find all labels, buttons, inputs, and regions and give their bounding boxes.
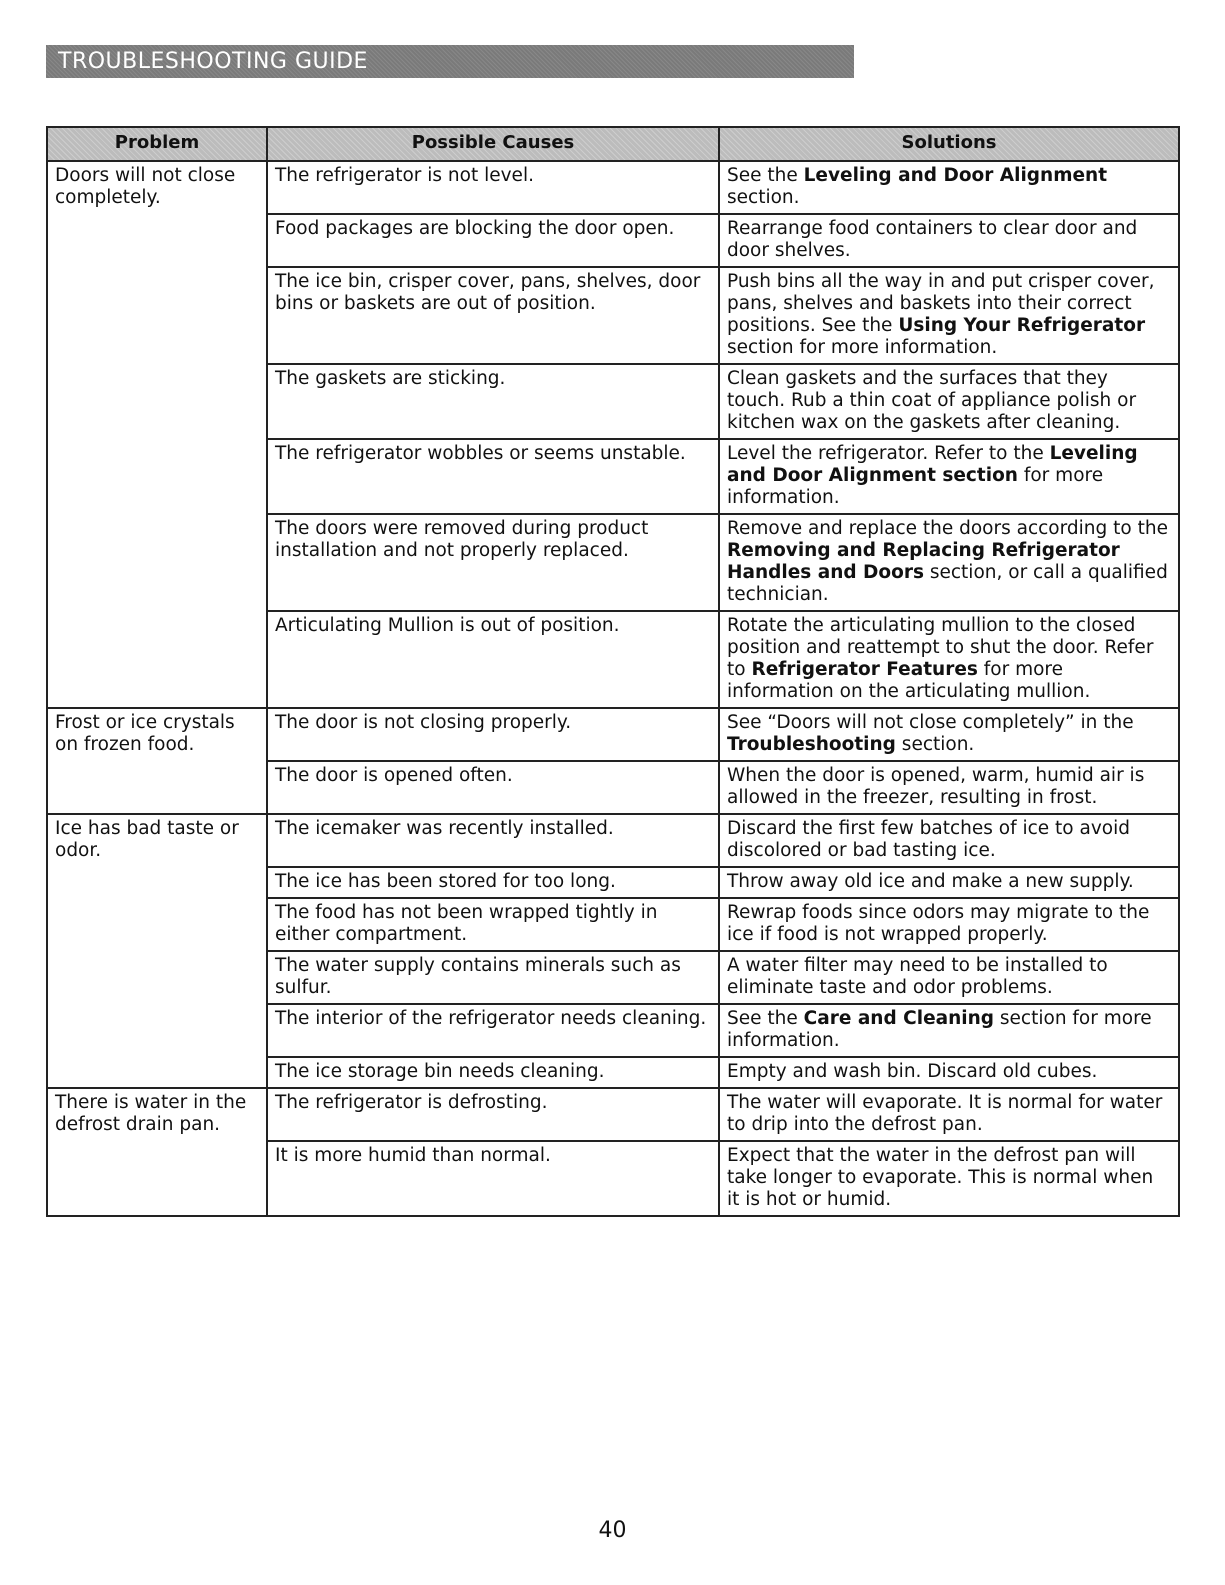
solution-text: When the door is opened, warm, humid air is allowed in the freezer, resulting in frost. xyxy=(727,765,1145,808)
problem-cell: Doors will not close completely. xyxy=(47,161,267,708)
solution-cell xyxy=(719,611,1179,708)
solution-cell xyxy=(719,1057,1179,1088)
solution-text: A water filter may need to be installed to eliminate taste and odor problems. xyxy=(727,955,1108,998)
solution-text: section, or call a qualified technician. xyxy=(727,562,1168,605)
solution-text: Expect that the water in the defrost pan will take longer to evaporate. This is normal when it is hot or humid. xyxy=(727,1145,1154,1210)
cause-cell: The ice bin, crisper cover, pans, shelves, door bins or baskets are out of position. xyxy=(267,267,719,364)
troubleshooting-table xyxy=(46,126,1180,1217)
cause-cell: The food has not been wrapped tightly in either compartment. xyxy=(267,898,719,951)
table-row xyxy=(47,161,1179,214)
column-header-problem: Problem xyxy=(47,127,267,161)
table-header-row xyxy=(47,127,1179,161)
column-header-solutions: Solutions xyxy=(719,127,1179,161)
solution-cell xyxy=(719,867,1179,898)
solution-text: for more information on the articulating mullion. xyxy=(727,659,1091,702)
page-number: 40 xyxy=(598,1518,627,1543)
solution-cell xyxy=(719,1004,1179,1057)
solution-text: section for more information. xyxy=(727,337,998,358)
solution-text: Rewrap foods since odors may migrate to the ice if food is not wrapped properly. xyxy=(727,902,1150,945)
cause-cell: Food packages are blocking the door open. xyxy=(267,214,719,267)
solution-text: Throw away old ice and make a new supply. xyxy=(727,871,1134,892)
table-row xyxy=(47,814,1179,867)
solution-cell xyxy=(719,514,1179,611)
solution-reference: Using Your Refrigerator xyxy=(898,315,1146,336)
cause-cell: Articulating Mullion is out of position. xyxy=(267,611,719,708)
solution-text: Push bins all the way in and put crisper cover, pans, shelves and baskets into their correct positions. See the xyxy=(727,271,1155,336)
cause-cell: The icemaker was recently installed. xyxy=(267,814,719,867)
solution-text: See the xyxy=(727,165,804,186)
table-body xyxy=(47,161,1179,1216)
cause-cell: The door is not closing properly. xyxy=(267,708,719,761)
solution-text: section for more information. xyxy=(727,1008,1152,1051)
problem-cell: There is water in the defrost drain pan. xyxy=(47,1088,267,1216)
solution-reference: Troubleshooting xyxy=(727,734,896,755)
solution-text: Discard the first few batches of ice to avoid discolored or bad tasting ice. xyxy=(727,818,1130,861)
solution-reference: Removing and Replacing Refrigerator Handles and Doors xyxy=(727,540,1120,583)
solution-text: The water will evaporate. It is normal for water to drip into the defrost pan. xyxy=(727,1092,1163,1135)
section-title: TROUBLESHOOTING GUIDE xyxy=(58,49,368,74)
section-banner xyxy=(46,45,854,78)
solution-cell xyxy=(719,439,1179,514)
solution-reference: Care and Cleaning xyxy=(803,1008,995,1029)
table-row xyxy=(47,1088,1179,1141)
solution-cell xyxy=(719,761,1179,814)
solution-text: section. xyxy=(727,187,800,208)
solution-cell xyxy=(719,214,1179,267)
cause-cell: The doors were removed during product installation and not properly replaced. xyxy=(267,514,719,611)
solution-text: Clean gaskets and the surfaces that they touch. Rub a thin coat of appliance polish or kitchen wax on the gaskets after cleaning. xyxy=(727,368,1137,433)
cause-cell: The refrigerator is defrosting. xyxy=(267,1088,719,1141)
solution-text: Rearrange food containers to clear door and door shelves. xyxy=(727,218,1138,261)
solution-cell xyxy=(719,1088,1179,1141)
solution-cell xyxy=(719,951,1179,1004)
cause-cell: The refrigerator is not level. xyxy=(267,161,719,214)
cause-cell: It is more humid than normal. xyxy=(267,1141,719,1216)
cause-cell: The water supply contains minerals such as sulfur. xyxy=(267,951,719,1004)
table-row xyxy=(47,708,1179,761)
solution-text: See “Doors will not close completely” in the xyxy=(727,712,1134,733)
solution-text: Remove and replace the doors according to the xyxy=(727,518,1168,539)
cause-cell: The ice storage bin needs cleaning. xyxy=(267,1057,719,1088)
cause-cell: The refrigerator wobbles or seems unstable. xyxy=(267,439,719,514)
cause-cell: The ice has been stored for too long. xyxy=(267,867,719,898)
solution-reference: Leveling and Door Alignment section xyxy=(727,443,1138,486)
solution-text: Level the refrigerator. Refer to the xyxy=(727,443,1050,464)
solution-cell xyxy=(719,708,1179,761)
solution-text: section. xyxy=(895,734,975,755)
solution-cell xyxy=(719,1141,1179,1216)
cause-cell: The door is opened often. xyxy=(267,761,719,814)
column-header-causes: Possible Causes xyxy=(267,127,719,161)
problem-cell: Frost or ice crystals on frozen food. xyxy=(47,708,267,814)
solution-cell xyxy=(719,898,1179,951)
solution-cell xyxy=(719,161,1179,214)
solution-reference: Leveling and Door Alignment xyxy=(803,165,1108,186)
cause-cell: The interior of the refrigerator needs cleaning. xyxy=(267,1004,719,1057)
solution-reference: Refrigerator Features xyxy=(751,659,978,680)
solution-text: Empty and wash bin. Discard old cubes. xyxy=(727,1061,1098,1082)
solution-cell xyxy=(719,814,1179,867)
cause-cell: The gaskets are sticking. xyxy=(267,364,719,439)
solution-text: for more information. xyxy=(727,465,1104,508)
problem-cell: Ice has bad taste or odor. xyxy=(47,814,267,1088)
solution-text: See the xyxy=(727,1008,804,1029)
solution-cell xyxy=(719,364,1179,439)
solution-cell xyxy=(719,267,1179,364)
solution-text: Rotate the articulating mullion to the closed position and reattempt to shut the door. Refer to xyxy=(727,615,1154,680)
